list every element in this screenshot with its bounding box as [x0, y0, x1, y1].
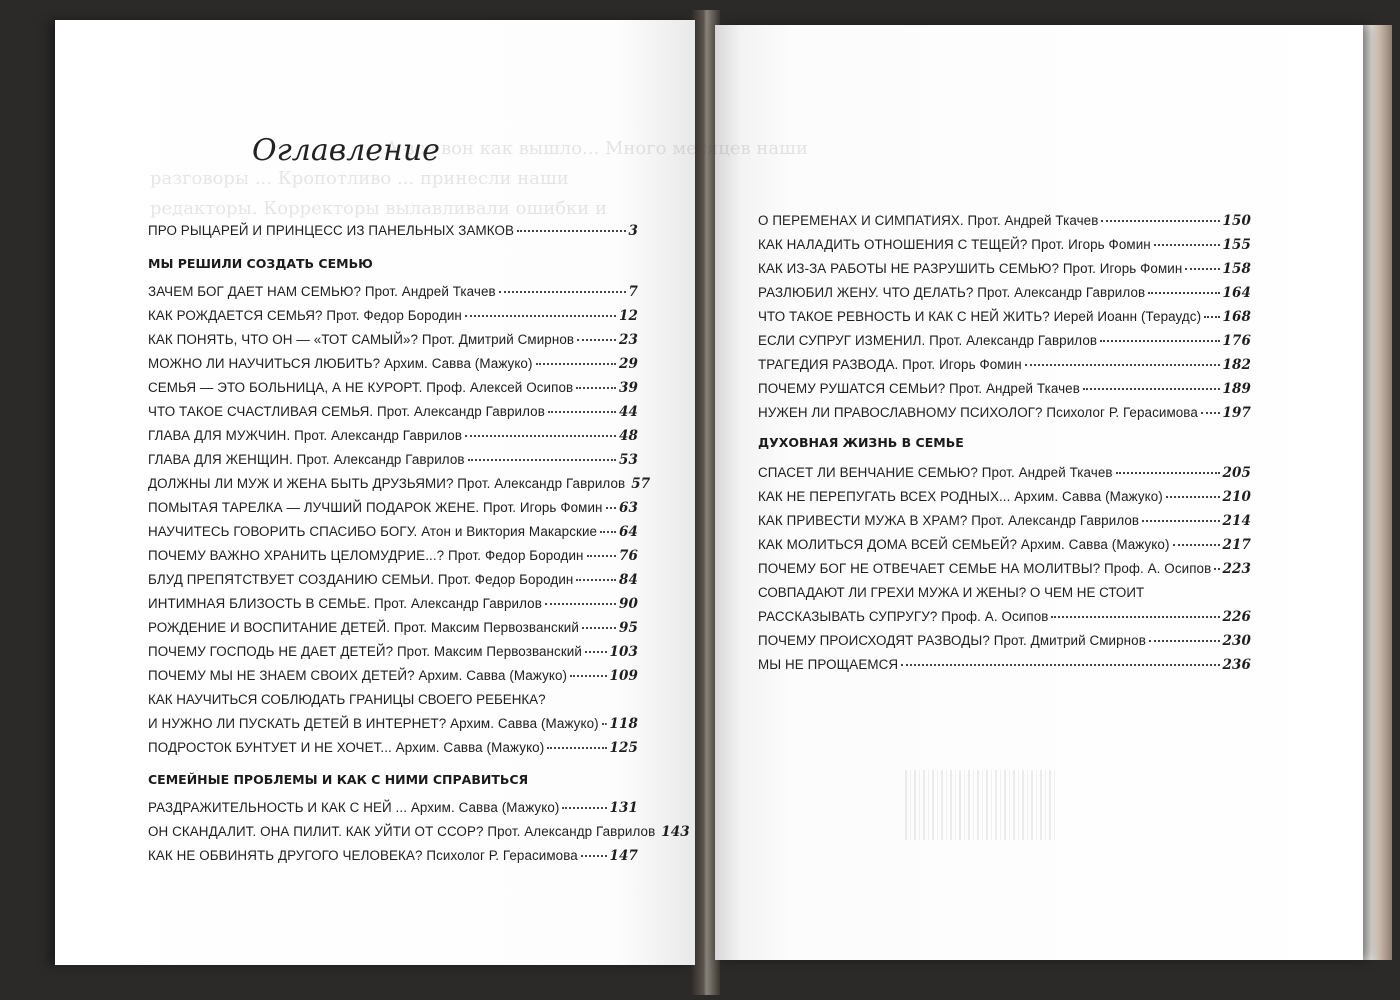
toc-page-number: 103 — [609, 644, 638, 660]
toc-entry-title: КАК МОЛИТЬСЯ ДОМА ВСЕЙ СЕМЬЕЙ? Архим. Савва (Мажуко) — [758, 537, 1170, 552]
dot-leader — [1148, 292, 1219, 294]
toc-page-number: 223 — [1222, 561, 1251, 577]
toc-entry — [148, 572, 638, 588]
dot-leader — [545, 603, 616, 605]
toc-page-number: 63 — [619, 500, 638, 516]
toc-entry-title: КАК НЕ ОБВИНЯТЬ ДРУГОГО ЧЕЛОВЕКА? Психолог Р. Герасимова — [148, 848, 578, 863]
toc-entry — [148, 223, 638, 239]
toc-page-number: 29 — [619, 356, 638, 372]
section-heading: МЫ РЕШИЛИ СОЗДАТЬ СЕМЬЮ — [148, 256, 373, 271]
toc-page-number: 147 — [609, 848, 638, 864]
dot-leader — [1166, 496, 1220, 498]
dot-leader — [1185, 268, 1219, 270]
dot-leader — [576, 579, 616, 581]
dot-leader — [1025, 364, 1220, 366]
toc-entry-title: ПОЧЕМУ ПРОИСХОДЯТ РАЗВОДЫ? Прот. Дмитрий Смирнов — [758, 633, 1146, 648]
toc-page-number: 64 — [619, 524, 638, 540]
toc-entry — [148, 596, 638, 612]
toc-entry — [758, 285, 1251, 301]
toc-page-number: 44 — [619, 404, 638, 420]
toc-entry — [148, 740, 638, 756]
toc-entry-title: ПОЧЕМУ ВАЖНО ХРАНИТЬ ЦЕЛОМУДРИЕ...? Прот. Федор Бородин — [148, 548, 584, 563]
toc-entry-title: ЗАЧЕМ БОГ ДАЕТ НАМ СЕМЬЮ? Прот. Андрей Ткачев — [148, 284, 496, 299]
toc-page-number: 7 — [628, 284, 638, 300]
dot-leader — [570, 675, 606, 677]
toc-entry — [758, 357, 1251, 373]
dot-leader — [1116, 472, 1220, 474]
dot-leader — [548, 411, 616, 413]
dot-leader — [1100, 340, 1219, 342]
toc-entry — [758, 513, 1251, 529]
toc-entry-title: КАК ПРИВЕСТИ МУЖА В ХРАМ? Прот. Александр Гаврилов — [758, 513, 1140, 528]
toc-entry-title: ПРО РЫЦАРЕЙ И ПРИНЦЕСС ИЗ ПАНЕЛЬНЫХ ЗАМКОВ — [148, 223, 515, 238]
toc-page-number: 90 — [619, 596, 638, 612]
toc-page-number: 189 — [1222, 381, 1251, 397]
toc-page-number: 109 — [609, 668, 638, 684]
toc-page-number: 84 — [619, 572, 638, 588]
bleed-text-2: разговоры ... Кропотливо ... принесли наши — [150, 168, 569, 189]
toc-entry-title: КАК НАЛАДИТЬ ОТНОШЕНИЯ С ТЕЩЕЙ? Прот. Игорь Фомин — [758, 237, 1151, 252]
toc-page-number: 236 — [1222, 657, 1251, 673]
dot-leader — [517, 230, 625, 232]
dot-leader — [1214, 568, 1219, 570]
toc-entry-title: МЫ НЕ ПРОЩАЕМСЯ — [758, 657, 899, 672]
toc-page-number: 12 — [619, 308, 638, 324]
toc-page-number: 39 — [619, 380, 638, 396]
dot-leader — [582, 627, 616, 629]
toc-entry-title: МОЖНО ЛИ НАУЧИТЬСЯ ЛЮБИТЬ? Архим. Савва (Мажуко) — [148, 356, 533, 371]
toc-page-number: 164 — [1222, 285, 1251, 301]
toc-entry — [148, 848, 638, 864]
toc-entry — [148, 668, 638, 684]
toc-entry — [148, 284, 638, 300]
toc-entry — [758, 261, 1251, 277]
toc-entry-title: ЧТО ТАКОЕ РЕВНОСТЬ И КАК С НЕЙ ЖИТЬ? Иерей Иоанн (Тераудс) — [758, 309, 1202, 324]
toc-entry-title: ПОДРОСТОК БУНТУЕТ И НЕ ХОЧЕТ... Архим. Савва (Мажуко) — [148, 740, 545, 755]
section-heading: ДУХОВНАЯ ЖИЗНЬ В СЕМЬЕ — [758, 435, 964, 450]
toc-page-number: 131 — [609, 800, 638, 816]
toc-entry-title: ПОЧЕМУ ГОСПОДЬ НЕ ДАЕТ ДЕТЕЙ? Прот. Максим Первозванский — [148, 644, 582, 659]
cover-edge — [1362, 25, 1392, 960]
toc-entry — [758, 561, 1251, 577]
toc-entry — [758, 309, 1251, 325]
toc-entry-title: КАК ИЗ-ЗА РАБОТЫ НЕ РАЗРУШИТЬ СЕМЬЮ? Прот. Игорь Фомин — [758, 261, 1183, 276]
toc-entry-title: РАЗЛЮБИЛ ЖЕНУ. ЧТО ДЕЛАТЬ? Прот. Александр Гаврилов — [758, 285, 1146, 300]
toc-page-number: 125 — [609, 740, 638, 756]
toc-entry-title: НАУЧИТЕСЬ ГОВОРИТЬ СПАСИБО БОГУ. Атон и Виктория Макарские — [148, 524, 598, 539]
toc-entry — [148, 548, 638, 564]
toc-page-number: 48 — [619, 428, 638, 444]
toc-entry — [148, 356, 638, 372]
toc-entry-title: ОН СКАНДАЛИТ. ОНА ПИЛИТ. КАК УЙТИ ОТ ССОР? Прот. Александр Гаврилов — [148, 824, 656, 839]
dot-leader — [1201, 412, 1220, 414]
toc-entry-title: РОЖДЕНИЕ И ВОСПИТАНИЕ ДЕТЕЙ. Прот. Максим Первозванский — [148, 620, 579, 635]
toc-page-number: 214 — [1222, 513, 1251, 529]
toc-entry-title: ИНТИМНАЯ БЛИЗОСТЬ В СЕМЬЕ. Прот. Александр Гаврилов — [148, 596, 542, 611]
toc-entry — [758, 213, 1251, 229]
toc-page-number: 118 — [609, 716, 638, 732]
toc-entry-title: КАК ПОНЯТЬ, ЧТО ОН — «ТОТ САМЫЙ»? Прот. Дмитрий Смирнов — [148, 332, 575, 347]
toc-entry — [758, 489, 1251, 505]
toc-entry — [148, 452, 638, 468]
toc-page-number: 210 — [1222, 489, 1251, 505]
toc-entry-title: ДОЛЖНЫ ЛИ МУЖ И ЖЕНА БЫТЬ ДРУЗЬЯМИ? Прот. Александр Гаврилов — [148, 476, 626, 491]
toc-page-number: 182 — [1222, 357, 1251, 373]
toc-entry — [148, 644, 638, 660]
toc-page-number: 168 — [1222, 309, 1251, 325]
dot-leader — [468, 459, 616, 461]
toc-entry — [148, 716, 638, 732]
dot-leader — [1051, 616, 1219, 618]
toc-page-number: 176 — [1222, 333, 1251, 349]
toc-page-number: 150 — [1222, 213, 1251, 229]
dot-leader — [606, 507, 616, 509]
dot-leader — [581, 855, 607, 857]
toc-entry-title: ЧТО ТАКОЕ СЧАСТЛИВАЯ СЕМЬЯ. Прот. Александр Гаврилов — [148, 404, 545, 419]
toc-entry — [148, 620, 638, 636]
toc-entry-title: КАК НЕ ПЕРЕПУГАТЬ ВСЕХ РОДНЫХ... Архим. Савва (Мажуко) — [758, 489, 1163, 504]
dot-leader — [499, 291, 626, 293]
dot-leader — [600, 531, 616, 533]
toc-entry-title: О ПЕРЕМЕНАХ И СИМПАТИЯХ. Прот. Андрей Ткачев — [758, 213, 1099, 228]
toc-page-number: 197 — [1222, 405, 1251, 421]
toc-entry-title: ЕСЛИ СУПРУГ ИЗМЕНИЛ. Прот. Александр Гаврилов — [758, 333, 1098, 348]
dot-leader — [465, 315, 616, 317]
toc-page-number: 95 — [619, 620, 638, 636]
toc-entry-title: СПАСЕТ ЛИ ВЕНЧАНИЕ СЕМЬЮ? Прот. Андрей Ткачев — [758, 465, 1113, 480]
dot-leader — [536, 363, 616, 365]
toc-page-number: 205 — [1222, 465, 1251, 481]
toc-entry-title: ПОМЫТАЯ ТАРЕЛКА — ЛУЧШИЙ ПОДАРОК ЖЕНЕ. Прот. Игорь Фомин — [148, 500, 603, 515]
bleed-text-3: редакторы. Корректоры вылавливали ошибки и — [150, 198, 607, 219]
toc-entry-title: ГЛАВА ДЛЯ МУЖЧИН. Прот. Александр Гаврилов — [148, 428, 463, 443]
toc-entry-title: КАК РОЖДАЕТСЯ СЕМЬЯ? Прот. Федор Бородин — [148, 308, 462, 323]
toc-entry-line: КАК НАУЧИТЬСЯ СОБЛЮДАТЬ ГРАНИЦЫ СВОЕГО РЕБЕНКА? — [148, 692, 546, 707]
toc-entry — [758, 609, 1251, 625]
toc-entry — [148, 308, 638, 324]
toc-page-number: 23 — [619, 332, 638, 348]
dot-leader — [602, 723, 607, 725]
toc-entry — [148, 824, 690, 840]
toc-page-number: 143 — [661, 824, 690, 840]
toc-page-number: 158 — [1222, 261, 1251, 277]
dot-leader — [1204, 316, 1219, 318]
toc-entry-title: РАЗДРАЖИТЕЛЬНОСТЬ И КАК С НЕЙ ... Архим. Савва (Мажуко) — [148, 800, 560, 815]
toc-entry — [758, 537, 1251, 553]
bleed-text-1: А все вон как вышло... Много месяцев наши — [385, 138, 808, 159]
toc-page-number: 3 — [628, 223, 638, 239]
dot-leader — [465, 435, 616, 437]
toc-entry — [148, 500, 638, 516]
toc-entry-title: ГЛАВА ДЛЯ ЖЕНЩИН. Прот. Александр Гаврилов — [148, 452, 465, 467]
toc-entry — [148, 800, 638, 816]
toc-entry — [148, 380, 638, 396]
toc-page-number: 57 — [631, 476, 651, 492]
toc-entry — [148, 476, 651, 492]
toc-entry — [758, 405, 1251, 421]
dot-leader — [585, 651, 607, 653]
dot-leader — [562, 807, 606, 809]
dot-leader — [901, 664, 1219, 666]
toc-entry — [758, 237, 1251, 253]
dot-leader — [1083, 388, 1220, 390]
dot-leader — [587, 555, 616, 557]
toc-entry-title: НУЖЕН ЛИ ПРАВОСЛАВНОМУ ПСИХОЛОГ? Психолог Р. Герасимова — [758, 405, 1198, 420]
section-heading: СЕМЕЙНЫЕ ПРОБЛЕМЫ И КАК С НИМИ СПРАВИТЬСЯ — [148, 772, 529, 787]
toc-entry-line: СОВПАДАЮТ ЛИ ГРЕХИ МУЖА И ЖЕНЫ? О ЧЕМ НЕ СТОИТ — [758, 585, 1145, 600]
toc-entry-title: ПОЧЕМУ МЫ НЕ ЗНАЕМ СВОИХ ДЕТЕЙ? Архим. Савва (Мажуко) — [148, 668, 568, 683]
toc-entry-title: И НУЖНО ЛИ ПУСКАТЬ ДЕТЕЙ В ИНТЕРНЕТ? Архим. Савва (Мажуко) — [148, 716, 599, 731]
toc-page-number: 76 — [619, 548, 638, 564]
dot-leader — [1149, 640, 1220, 642]
dot-leader — [1173, 544, 1220, 546]
toc-page-number: 155 — [1222, 237, 1251, 253]
toc-entry — [758, 333, 1251, 349]
toc-title: Оглавление — [252, 133, 440, 168]
toc-page-number: 226 — [1222, 609, 1251, 625]
dot-leader — [576, 387, 616, 389]
toc-entry-title: РАССКАЗЫВАТЬ СУПРУГУ? Проф. А. Осипов — [758, 609, 1049, 624]
dot-leader — [1101, 220, 1219, 222]
toc-entry — [758, 381, 1251, 397]
toc-entry — [148, 332, 638, 348]
dot-leader — [1154, 244, 1220, 246]
dot-leader — [1142, 520, 1219, 522]
toc-entry — [148, 524, 638, 540]
toc-page-number: 217 — [1222, 537, 1251, 553]
toc-entry — [758, 465, 1251, 481]
toc-entry-title: СЕМЬЯ — ЭТО БОЛЬНИЦА, А НЕ КУРОРТ. Проф. Алексей Осипов — [148, 380, 574, 395]
toc-entry — [758, 633, 1251, 649]
bleed-barcode — [905, 770, 1055, 840]
toc-entry-title: ПОЧЕМУ РУШАТСЯ СЕМЬИ? Прот. Андрей Ткачев — [758, 381, 1080, 396]
dot-leader — [577, 339, 616, 341]
toc-entry-title: БЛУД ПРЕПЯТСТВУЕТ СОЗДАНИЮ СЕМЬИ. Прот. Федор Бородин — [148, 572, 574, 587]
toc-page-number: 230 — [1222, 633, 1251, 649]
toc-entry — [148, 428, 638, 444]
toc-entry — [148, 404, 638, 420]
toc-entry — [758, 657, 1251, 673]
toc-entry-title: ПОЧЕМУ БОГ НЕ ОТВЕЧАЕТ СЕМЬЕ НА МОЛИТВЫ? Проф. А. Осипов — [758, 561, 1212, 576]
toc-page-number: 53 — [619, 452, 638, 468]
toc-entry-title: ТРАГЕДИЯ РАЗВОДА. Прот. Игорь Фомин — [758, 357, 1022, 372]
dot-leader — [547, 747, 606, 749]
